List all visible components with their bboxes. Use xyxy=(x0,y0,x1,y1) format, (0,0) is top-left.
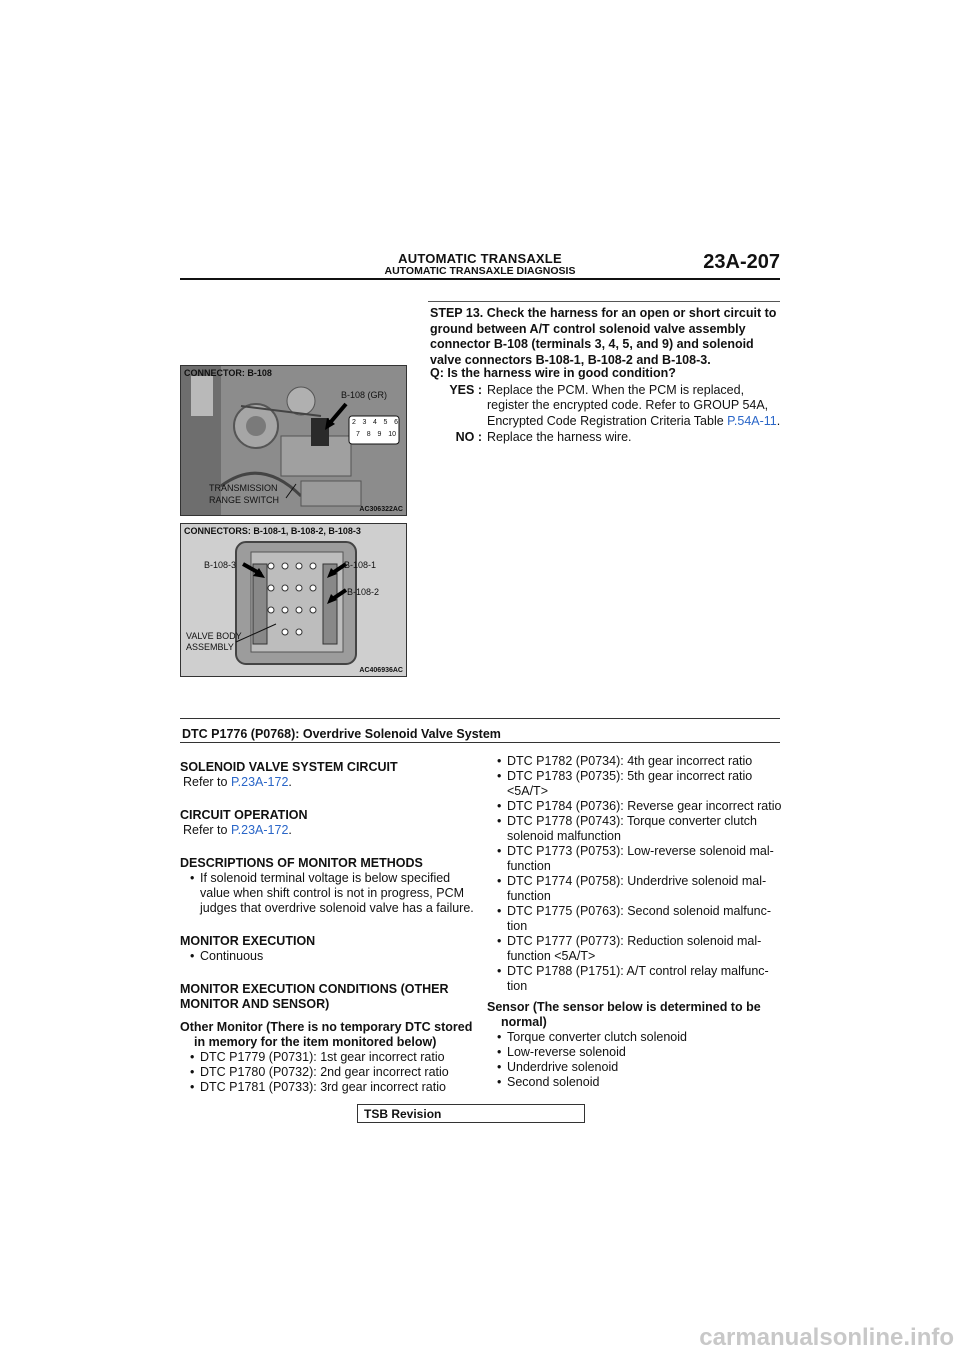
ref-link-p54a-11[interactable]: P.54A-11 xyxy=(727,413,777,428)
list-item-text: DTC P1778 (P0743): Torque converter clutch solenoid malfunction xyxy=(507,814,757,843)
header-subtitle: AUTOMATIC TRANSAXLE DIAGNOSIS xyxy=(384,265,576,277)
pin-label: 4 xyxy=(373,419,377,426)
figure-2-caption: CONNECTORS: B-108-1, B-108-2, B-108-3 xyxy=(184,526,361,536)
bullet-icon: • xyxy=(497,1075,502,1089)
list-item xyxy=(487,904,783,934)
answer-yes-body: Replace the PCM. When the PCM is replaced, register the encrypted code. Refer to GROUP 54A, Encrypted Code Registration Criteria Table xyxy=(487,382,769,428)
label-transmission: TRANSMISSION xyxy=(209,483,278,493)
page-number: 23A-207 xyxy=(703,251,780,273)
list-item-text: Torque converter clutch solenoid xyxy=(507,1030,687,1044)
bullet-icon: • xyxy=(190,949,195,963)
bullet-icon: • xyxy=(497,1045,502,1059)
ref-circuit-operation xyxy=(180,823,476,838)
answer-yes-text xyxy=(487,383,782,430)
step-13-title: STEP 13. Check the harness for an open or short circuit to ground between A/T control solenoid valve assembly connector B-108 (terminals 3, 4, 5, and 9) and solenoid valve connectors B-108-1, B-108-2 and B-108-3. xyxy=(430,306,777,367)
bullet-icon: • xyxy=(190,1065,195,1079)
list-item xyxy=(487,769,783,799)
list-item xyxy=(487,874,783,904)
bullet-icon: • xyxy=(497,769,502,783)
step-13-question: Q: Is the harness wire in good condition? xyxy=(430,366,676,380)
label-b108-3: B-108-3 xyxy=(204,560,237,570)
list-item xyxy=(487,1045,783,1060)
bullet-icon: • xyxy=(497,1060,502,1074)
answer-no xyxy=(430,430,782,446)
list-item xyxy=(180,871,476,916)
figure-connector-b108 xyxy=(180,365,407,516)
pin-label: 2 xyxy=(352,419,356,426)
list-item-text: Low-reverse solenoid xyxy=(507,1045,626,1059)
label-b108-1: B-108-1 xyxy=(344,560,377,570)
pin-label: 6 xyxy=(394,419,398,426)
answer-no-text: Replace the harness wire. xyxy=(487,430,632,444)
pin-label: 10 xyxy=(388,431,396,438)
answer-yes-end: . xyxy=(776,413,781,428)
list-item-text: DTC P1782 (P0734): 4th gear incorrect ratio xyxy=(507,754,753,768)
list-item xyxy=(180,1065,476,1080)
bullet-icon: • xyxy=(190,1050,195,1064)
section-solenoid-circuit: SOLENOID VALVE SYSTEM CIRCUIT xyxy=(180,760,398,774)
dtc-rule-top xyxy=(180,718,780,719)
list-item xyxy=(487,1060,783,1075)
list-item xyxy=(487,1075,783,1090)
bullet-icon: • xyxy=(497,874,502,888)
list-item-text: DTC P1781 (P0733): 3rd gear incorrect ratio xyxy=(200,1080,446,1094)
bullet-icon: • xyxy=(497,904,502,918)
bullet-icon: • xyxy=(497,814,502,828)
bullet-icon: • xyxy=(497,934,502,948)
section-circuit-operation: CIRCUIT OPERATION xyxy=(180,808,308,822)
list-item-text: Underdrive solenoid xyxy=(507,1060,619,1074)
sensor-title: Sensor (The sensor below is determined to be normal) xyxy=(487,1000,761,1029)
answer-yes-label: YES : xyxy=(449,382,482,397)
figure-1-caption: CONNECTOR: B-108 xyxy=(184,368,272,378)
label-b108-gr: B-108 (GR) xyxy=(341,390,388,400)
list-item xyxy=(487,964,783,994)
label-b108-2: B-108-2 xyxy=(347,587,380,597)
figure-1-code: AC306322AC xyxy=(359,506,403,513)
bullet-icon: • xyxy=(497,844,502,858)
ref-link-p23a-172[interactable]: P.23A-172 xyxy=(230,775,289,789)
section-monitor-methods: DESCRIPTIONS OF MONITOR METHODS xyxy=(180,856,423,870)
ref-link-p23a-172[interactable]: P.23A-172 xyxy=(230,823,289,837)
bullet-icon: • xyxy=(497,799,502,813)
list-item-text: DTC P1780 (P0732): 2nd gear incorrect ratio xyxy=(200,1065,449,1079)
step-13-qa xyxy=(430,366,782,446)
bullet-icon: • xyxy=(190,871,195,885)
ref-solenoid-circuit xyxy=(180,775,476,790)
answer-yes xyxy=(430,383,782,430)
bullet-icon: • xyxy=(497,1030,502,1044)
bullet-icon: • xyxy=(190,1080,195,1094)
pin-label: 3 xyxy=(362,419,367,426)
list-item xyxy=(487,814,783,844)
list-item xyxy=(487,754,783,769)
right-column xyxy=(487,754,783,1090)
list-item-text: DTC P1773 (P0753): Low-reverse solenoid mal-function xyxy=(507,844,774,873)
ref-prefix: Refer to xyxy=(183,775,231,789)
pin-label: 7 xyxy=(356,431,360,438)
tsb-revision-box: TSB Revision xyxy=(357,1104,585,1123)
list-item-text: Second solenoid xyxy=(507,1075,600,1089)
figure-2-photo xyxy=(181,524,406,676)
header-rule xyxy=(180,278,780,280)
figure-connectors-b108-x xyxy=(180,523,407,677)
connector-pins-top xyxy=(352,419,398,426)
connector-pins-bottom xyxy=(356,431,396,438)
list-item-text: DTC P1784 (P0736): Reverse gear incorrect ratio xyxy=(507,799,782,813)
watermark: carmanualsonline.info xyxy=(699,1324,954,1351)
label-range-switch: RANGE SWITCH xyxy=(209,495,280,505)
step-rule xyxy=(428,301,780,302)
ref-end: . xyxy=(288,775,292,789)
list-item xyxy=(487,844,783,874)
pin-label: 9 xyxy=(377,431,382,438)
dtc-rule-bottom xyxy=(180,742,780,743)
pin-label: 5 xyxy=(383,419,388,426)
section-execution-conditions: MONITOR EXECUTION CONDITIONS (OTHER MONITOR AND SENSOR) xyxy=(180,982,449,1011)
header-title: AUTOMATIC TRANSAXLE xyxy=(398,251,562,266)
ref-end: . xyxy=(288,823,292,837)
left-column xyxy=(180,760,476,1095)
label-assembly: ASSEMBLY xyxy=(186,642,234,652)
answer-no-label: NO : xyxy=(455,430,482,444)
bullet-icon: • xyxy=(497,964,502,978)
section-monitor-execution: MONITOR EXECUTION xyxy=(180,934,316,948)
ref-prefix: Refer to xyxy=(183,823,231,837)
pin-label: 8 xyxy=(366,431,371,438)
list-item xyxy=(487,1030,783,1045)
other-monitor-title: Other Monitor (There is no temporary DTC stored in memory for the item monitored below) xyxy=(180,1020,473,1049)
list-item xyxy=(180,949,476,964)
label-valve-body: VALVE BODY xyxy=(186,631,242,641)
list-item xyxy=(487,799,783,814)
bullet-icon: • xyxy=(497,754,502,768)
list-item-text: DTC P1774 (P0758): Underdrive solenoid mal-function xyxy=(507,874,767,903)
list-item-text: Continuous xyxy=(200,949,264,963)
list-item-text: DTC P1777 (P0773): Reduction solenoid mal-function <5A/T> xyxy=(507,934,762,963)
list-item xyxy=(180,1050,476,1065)
list-item-text: DTC P1788 (P1751): A/T control relay malfunc-tion xyxy=(507,964,769,993)
list-item-text: If solenoid terminal voltage is below specified value when shift control is not in progress, PCM judges that overdrive solenoid valve has a failure. xyxy=(200,871,474,915)
list-item-text: DTC P1783 (P0735): 5th gear incorrect ratio <5A/T> xyxy=(507,769,753,798)
list-item xyxy=(180,1080,476,1095)
list-item-text: DTC P1775 (P0763): Second solenoid malfunc-tion xyxy=(507,904,772,933)
dtc-title: DTC P1776 (P0768): Overdrive Solenoid Valve System xyxy=(182,727,501,741)
figure-2-code: AC406936AC xyxy=(359,667,403,674)
list-item-text: DTC P1779 (P0731): 1st gear incorrect ratio xyxy=(200,1050,445,1064)
list-item xyxy=(487,934,783,964)
